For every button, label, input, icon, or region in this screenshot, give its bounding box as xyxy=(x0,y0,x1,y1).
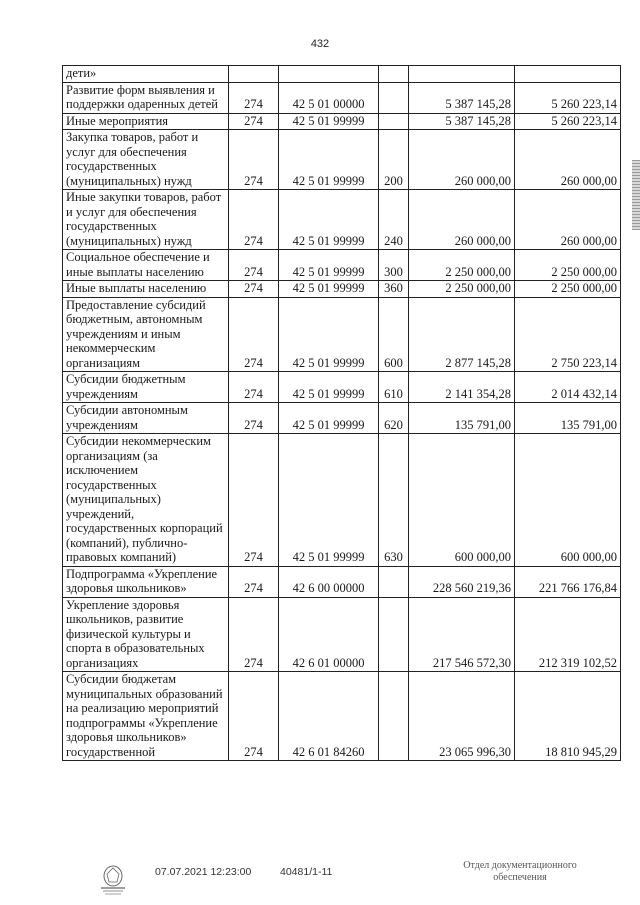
table-body xyxy=(63,66,621,761)
row-amount-second: 260 000,00 xyxy=(515,190,621,250)
row-classification-code: 42 5 01 99999 xyxy=(279,190,379,250)
row-classification-code: 42 5 01 99999 xyxy=(279,130,379,190)
row-expense-type xyxy=(379,672,409,761)
document-number: 40481/1-11 xyxy=(280,866,333,878)
table-row xyxy=(63,372,621,403)
row-amount-first: 260 000,00 xyxy=(409,130,515,190)
row-name: Социальное обеспечение и иные выплаты населению xyxy=(63,250,229,281)
edge-stamp xyxy=(632,160,640,230)
budget-table xyxy=(62,65,621,761)
row-amount-first: 2 141 354,28 xyxy=(409,372,515,403)
row-amount-second: 2 750 223,14 xyxy=(515,297,621,372)
department-stamp-line: Отдел документационного xyxy=(463,860,577,871)
row-expense-type: 360 xyxy=(379,281,409,298)
row-name: Субсидии автономным учреждениям xyxy=(63,403,229,434)
row-expense-type xyxy=(379,82,409,113)
row-amount-first: 135 791,00 xyxy=(409,403,515,434)
row-classification-code: 42 6 00 00000 xyxy=(279,566,379,597)
row-amount-first: 228 560 219,36 xyxy=(409,566,515,597)
row-name: Развитие форм выявления и поддержки одаренных детей xyxy=(63,82,229,113)
row-ministry-code: 274 xyxy=(229,113,279,130)
table-row xyxy=(63,403,621,434)
row-name: Иные мероприятия xyxy=(63,113,229,130)
department-stamp-line: обеспечения xyxy=(493,872,547,883)
row-expense-type: 610 xyxy=(379,372,409,403)
row-name: Закупка товаров, работ и услуг для обеспечения государственных (муниципальных) нужд xyxy=(63,130,229,190)
row-amount-second: 2 014 432,14 xyxy=(515,372,621,403)
row-amount-second: 600 000,00 xyxy=(515,434,621,567)
table-row xyxy=(63,597,621,672)
row-ministry-code: 274 xyxy=(229,82,279,113)
row-name: Иные выплаты населению xyxy=(63,281,229,298)
row-expense-type: 300 xyxy=(379,250,409,281)
row-name: Иные закупки товаров, работ и услуг для обеспечения государственных (муниципальных) нужд xyxy=(63,190,229,250)
row-ministry-code: 274 xyxy=(229,250,279,281)
row-ministry-code: 274 xyxy=(229,281,279,298)
row-ministry-code: 274 xyxy=(229,597,279,672)
row-amount-first: 2 250 000,00 xyxy=(409,281,515,298)
row-classification-code: 42 5 01 00000 xyxy=(279,82,379,113)
row-amount-second: 212 319 102,52 xyxy=(515,597,621,672)
row-name: Субсидии некоммерческим организациям (за исключением государственных (муниципальных) учреждений, государственных корпораций (компаний), публично-правовых компаний) xyxy=(63,434,229,567)
row-ministry-code: 274 xyxy=(229,297,279,372)
row-name: дети» xyxy=(63,66,229,83)
row-expense-type: 620 xyxy=(379,403,409,434)
table-row xyxy=(63,190,621,250)
row-ministry-code xyxy=(229,66,279,83)
row-ministry-code: 274 xyxy=(229,190,279,250)
row-expense-type: 600 xyxy=(379,297,409,372)
row-classification-code: 42 5 01 99999 xyxy=(279,372,379,403)
row-name: Укрепление здоровья школьников, развитие физической культуры и спорта в образовательных организациях xyxy=(63,597,229,672)
row-ministry-code: 274 xyxy=(229,672,279,761)
row-name: Предоставление субсидий бюджетным, автономным учреждениям и иным некоммерческим организациям xyxy=(63,297,229,372)
row-classification-code: 42 5 01 99999 xyxy=(279,281,379,298)
row-ministry-code: 274 xyxy=(229,434,279,567)
row-expense-type: 240 xyxy=(379,190,409,250)
table-row xyxy=(63,250,621,281)
table-row xyxy=(63,566,621,597)
row-expense-type xyxy=(379,597,409,672)
row-amount-second: 18 810 945,29 xyxy=(515,672,621,761)
table-row xyxy=(63,297,621,372)
row-classification-code: 42 5 01 99999 xyxy=(279,297,379,372)
table-row xyxy=(63,434,621,567)
row-classification-code: 42 6 01 84260 xyxy=(279,672,379,761)
department-stamp xyxy=(455,860,585,884)
table-row xyxy=(63,130,621,190)
row-amount-second: 221 766 176,84 xyxy=(515,566,621,597)
row-classification-code: 42 5 01 99999 xyxy=(279,434,379,567)
row-amount-second: 2 250 000,00 xyxy=(515,250,621,281)
emblem-seal-icon xyxy=(93,862,133,899)
row-amount-first: 2 250 000,00 xyxy=(409,250,515,281)
row-ministry-code: 274 xyxy=(229,403,279,434)
row-amount-first: 600 000,00 xyxy=(409,434,515,567)
page-footer xyxy=(0,860,640,900)
row-expense-type xyxy=(379,113,409,130)
table-row xyxy=(63,113,621,130)
row-ministry-code: 274 xyxy=(229,566,279,597)
table-row xyxy=(63,672,621,761)
row-expense-type: 200 xyxy=(379,130,409,190)
row-amount-first xyxy=(409,66,515,83)
row-name: Субсидии бюджетным учреждениям xyxy=(63,372,229,403)
row-amount-first: 217 546 572,30 xyxy=(409,597,515,672)
row-amount-second xyxy=(515,66,621,83)
row-classification-code: 42 6 01 00000 xyxy=(279,597,379,672)
row-classification-code xyxy=(279,66,379,83)
row-amount-first: 23 065 996,30 xyxy=(409,672,515,761)
row-name: Субсидии бюджетам муниципальных образований на реализацию мероприятий подпрограммы «Укрепление здоровья школьников» государственной xyxy=(63,672,229,761)
row-ministry-code: 274 xyxy=(229,372,279,403)
row-expense-type: 630 xyxy=(379,434,409,567)
row-amount-second: 5 260 223,14 xyxy=(515,82,621,113)
table-row xyxy=(63,281,621,298)
row-expense-type xyxy=(379,66,409,83)
print-timestamp: 07.07.2021 12:23:00 xyxy=(155,866,252,878)
row-amount-second: 2 250 000,00 xyxy=(515,281,621,298)
row-classification-code: 42 5 01 99999 xyxy=(279,403,379,434)
table-row xyxy=(63,82,621,113)
row-ministry-code: 274 xyxy=(229,130,279,190)
row-amount-first: 5 387 145,28 xyxy=(409,113,515,130)
row-amount-first: 5 387 145,28 xyxy=(409,82,515,113)
page-number: 432 xyxy=(310,38,330,50)
row-amount-first: 2 877 145,28 xyxy=(409,297,515,372)
row-name: Подпрограмма «Укрепление здоровья школьников» xyxy=(63,566,229,597)
row-amount-second: 5 260 223,14 xyxy=(515,113,621,130)
row-amount-second: 135 791,00 xyxy=(515,403,621,434)
row-classification-code: 42 5 01 99999 xyxy=(279,113,379,130)
row-amount-first: 260 000,00 xyxy=(409,190,515,250)
row-classification-code: 42 5 01 99999 xyxy=(279,250,379,281)
table-row xyxy=(63,66,621,83)
row-amount-second: 260 000,00 xyxy=(515,130,621,190)
row-expense-type xyxy=(379,566,409,597)
